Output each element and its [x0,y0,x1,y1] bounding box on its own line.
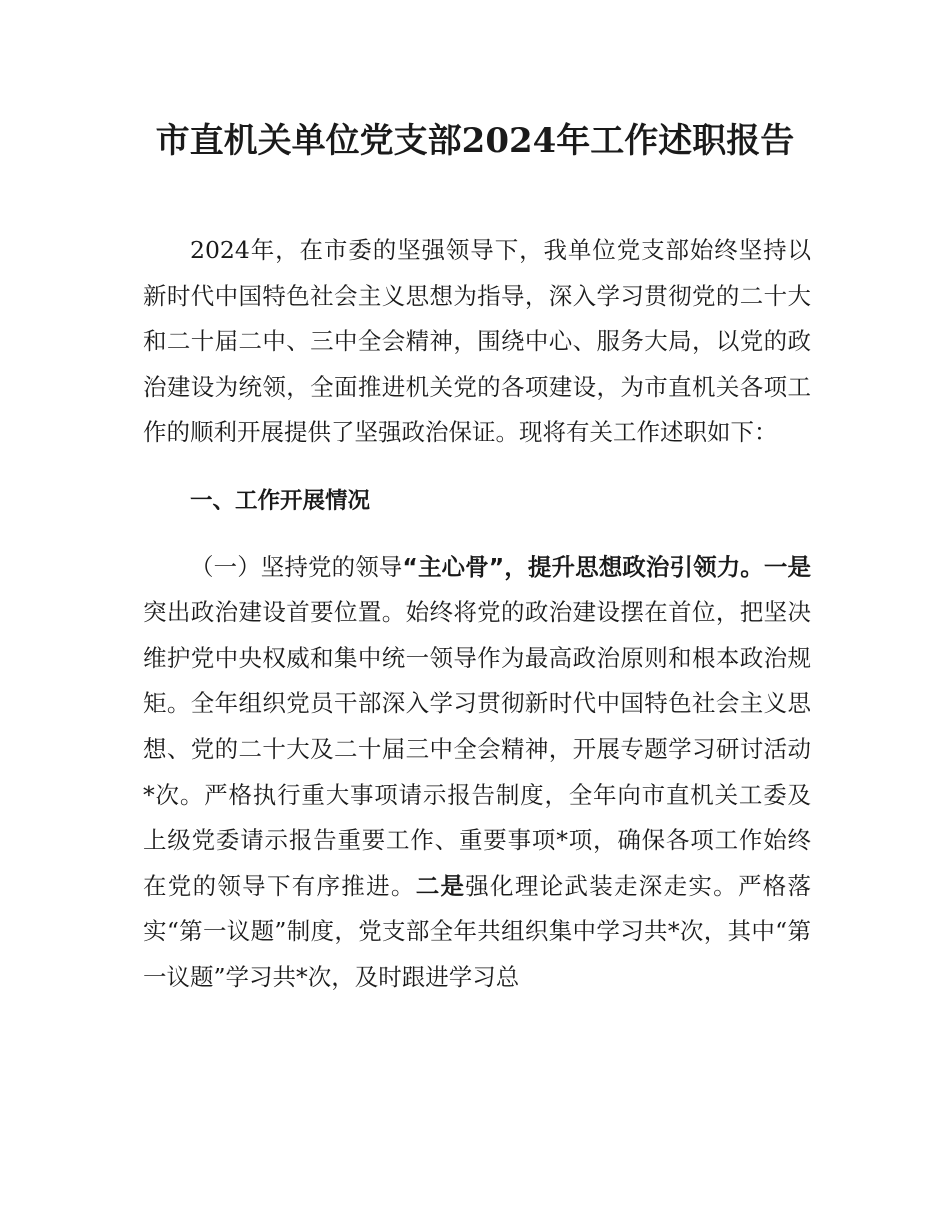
document-body [143,228,811,1001]
document-title: 市直机关单位党支部2024年工作述职报告 [155,121,795,161]
point-1-marker: 一是 [763,552,812,581]
subsection-emphasis: “主心骨”，提升思想政治引领力。 [402,552,764,581]
subsection-paragraph [143,545,811,1001]
subsection-label: （一）坚持党的领导 [190,552,403,581]
point-2-marker: 二是 [415,871,466,900]
intro-paragraph: 2024年，在市委的坚强领导下，我单位党支部始终坚持以新时代中国特色社会主义思想为指导，深入学习贯彻党的二十大和二十届二中、三中全会精神，围绕中心、服务大局，以党的政治建设为统领，全面推进机关党的各项建设，为市直机关各项工作的顺利开展提供了坚强政治保证。现将有关工作述职如下： [143,236,811,447]
section-heading: 一、工作开展情况 [190,487,371,514]
point-1-text: 突出政治建设首要位置。始终将党的政治建设摆在首位，把坚决维护党中央权威和集中统一领导作为最高政治原则和根本政治规矩。全年组织党员干部深入学习贯彻新时代中国特色社会主义思想、党的二十大及二十届三中全会精神，开展专题学习研讨活动*次。严格执行重大事项请示报告制度，全年向市直机关工委及上级党委请示报告重要工作、重要事项*项，确保各项工作始终在党的领导下有序推进。 [143,598,811,900]
point-2-text: 强化理论武装走深走实。严格落实“第一议题”制度，党支部全年共组织集中学习共*次，其中“第一议题”学习共*次，及时跟进学习总 [143,871,812,991]
